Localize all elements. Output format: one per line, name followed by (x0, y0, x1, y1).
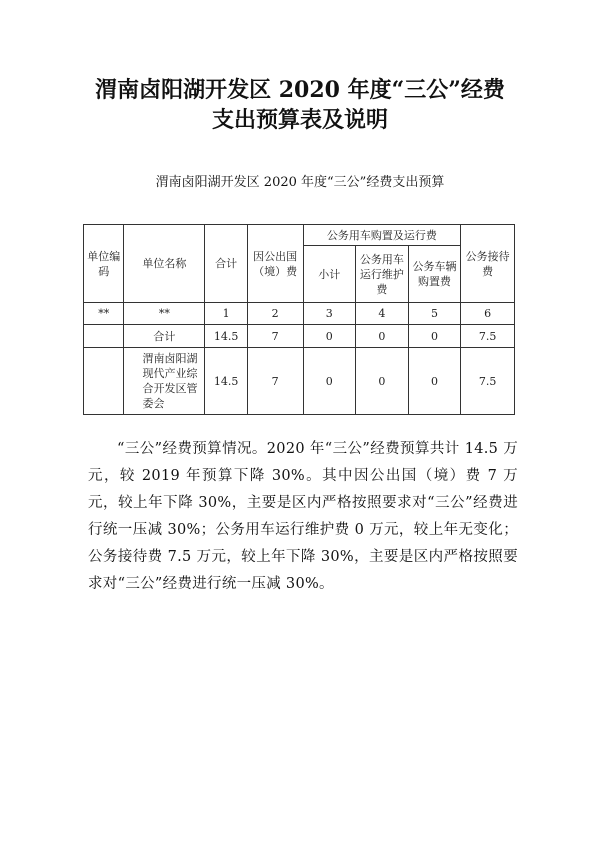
table-title: 渭南卤阳湖开发区 2020 年度“三公”经费支出预算 (155, 175, 445, 190)
header-vehicle-operation: 公务用车运行维护费 (356, 246, 409, 303)
header-vehicle-purchase: 公务车辆购置费 (408, 246, 461, 303)
total-row-code (84, 325, 124, 348)
index-cell: 3 (303, 303, 356, 325)
header-vehicle-group: 公务用车购置及运行费 (303, 225, 461, 246)
header-unit-code: 单位编码 (84, 225, 124, 303)
unit-row-value: 7.5 (461, 348, 515, 415)
total-row-value: 0 (356, 325, 409, 348)
index-cell: ** (84, 303, 124, 325)
index-cell: 2 (247, 303, 303, 325)
table-unit-row (84, 348, 515, 415)
unit-row-code (84, 348, 124, 415)
header-subtotal: 小计 (303, 246, 356, 303)
unit-row-value: 0 (356, 348, 409, 415)
index-cell: 1 (205, 303, 247, 325)
table-header-row-1 (84, 225, 515, 246)
table-index-row (84, 303, 515, 325)
unit-row-value: 0 (408, 348, 461, 415)
index-cell: 4 (356, 303, 409, 325)
index-cell: 6 (461, 303, 515, 325)
unit-row-value: 7 (247, 348, 303, 415)
unit-row-value: 14.5 (205, 348, 247, 415)
budget-table (83, 224, 515, 415)
total-row-value: 7.5 (461, 325, 515, 348)
total-row-value: 0 (303, 325, 356, 348)
index-cell: ** (124, 303, 205, 325)
unit-row-name: 渭南卤阳湖现代产业综合开发区管委会 (124, 348, 205, 415)
header-unit-name: 单位名称 (124, 225, 205, 303)
total-row-value: 0 (408, 325, 461, 348)
document-title-line-1: 渭南卤阳湖开发区 2020 年度“三公”经费 (95, 77, 505, 103)
total-row-label: 合计 (124, 325, 205, 348)
document-title-line-2: 支出预算表及说明 (211, 107, 388, 133)
header-reception: 公务接待费 (461, 225, 515, 303)
header-abroad: 因公出国（境）费 (247, 225, 303, 303)
unit-row-value: 0 (303, 348, 356, 415)
explanation-paragraph: “三公”经费预算情况。2020 年“三公”经费预算共计 14.5 万元，较 2019 年预算下降 30%。其中因公出国（境）费 7 万元，较上年下降 30%，主要是区内严格按照要求对“三公”经费进行统一压减 30%；公务用车运行维护费 0 万元，较上年无变化；公务接待费 7.5 万元，较上年下降 30%，主要是区内严格按照要求对“三公”经费进行统一压减 30%。 (88, 441, 518, 592)
total-row-value: 7 (247, 325, 303, 348)
table-total-row (84, 325, 515, 348)
index-cell: 5 (408, 303, 461, 325)
header-total: 合计 (205, 225, 247, 303)
total-row-value: 14.5 (205, 325, 247, 348)
